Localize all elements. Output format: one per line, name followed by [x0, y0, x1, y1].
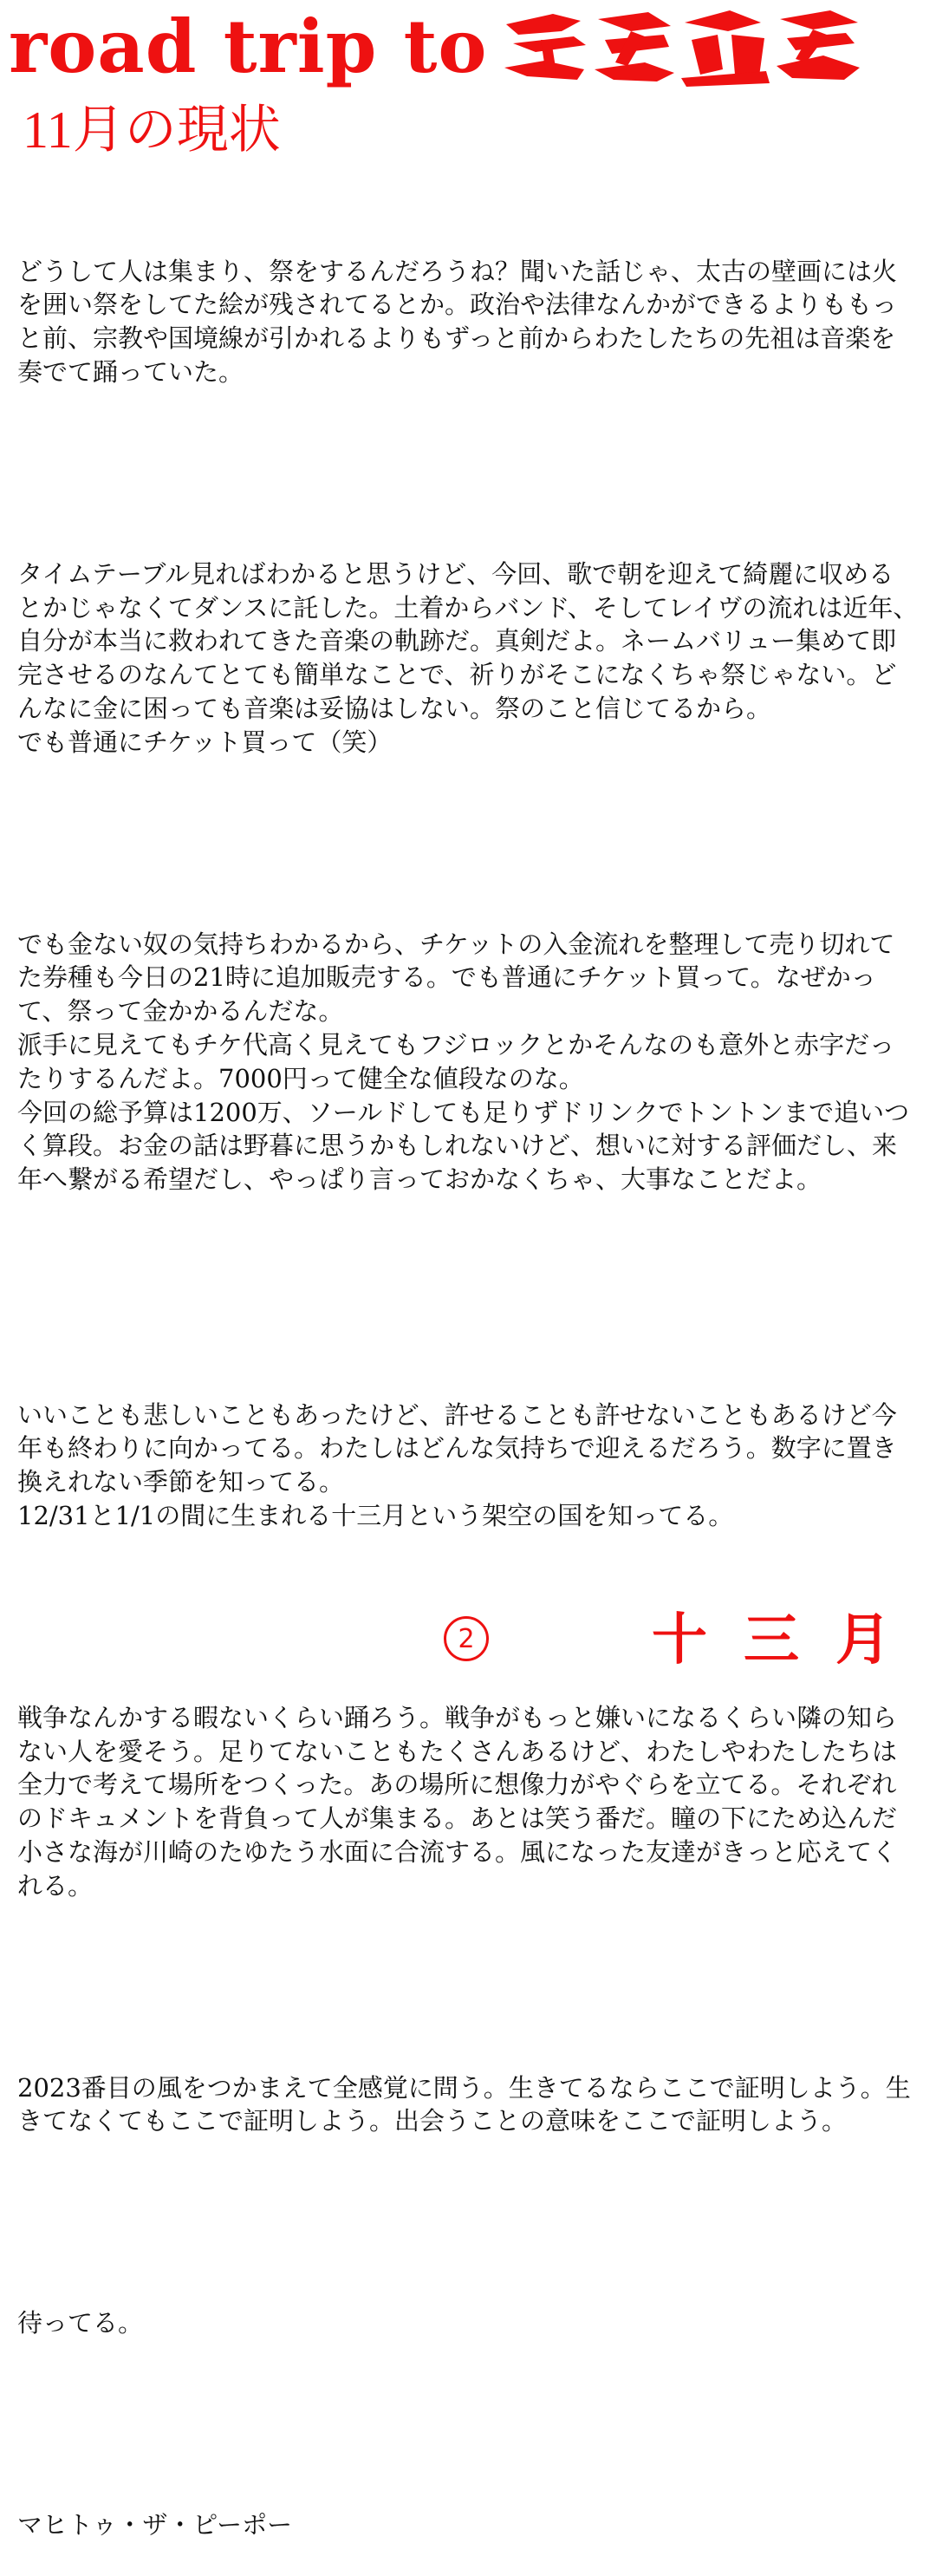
paragraph-gap — [17, 1264, 919, 1332]
signature: マヒトゥ・ザ・ピーポー — [17, 2509, 293, 2540]
paragraph-gap — [17, 456, 919, 490]
paragraph-4: いいことも悲しいこともあったけど、許せることも許せないこともあるけど今年も終わりに向かってる。わたしはどんな気持ちで迎えるだろう。数字に置き換えれない季節を知ってる。 12/31と1/1の間に生まれる十三月という架空の国を知ってる。 — [17, 1399, 897, 1531]
page-number: 2 — [444, 1616, 489, 1661]
paragraph-3: でも金ない奴の気持ちわかるから、チケットの入金流れを整理して売り切れてた券種も今日の21時に追加販売する。でも普通にチケット買って。なぜかって、祭って金かかるんだな。 派手に見えてもチケ代高く見えてもフジロックとかそんなのも意外と赤字だったりするんだよ。7000円って健全な値段なのな。 今回の総予算は1200万、ソールドしても足りずドリンクでトントンまで追いつく算段。お金の話は野暮に思うかもしれないけど、想いに対する評価だし、来年へ繋がる希望だし、やっぱり言っておかなくちゃ、大事なことだよ。 — [17, 929, 910, 1195]
paragraph-gap — [17, 826, 919, 860]
paragraph-1: どうして人は集まり、祭をするんだろうね？聞いた話じゃ、太古の壁画には火を囲い祭をしてた絵が残されてるとか。政治や法律なんかができるよりももっと前、宗教や国境線が引かれるよりもずっと前からわたしたちの先祖は音楽を奏でて踊っていた。 — [17, 256, 898, 387]
letter-body — [17, 187, 919, 2576]
footer-logo: 十三月 — [652, 1608, 927, 1673]
paragraph-5: 戦争なんかする暇ないくらい踊ろう。戦争がもっと嫌いになるくらい隣の知らない人を愛そう。足りてないこともたくさんあるけど、わたしやわたしたちは全力で考えて場所をつくった。あの場所に想像力がやぐらを立てる。それぞれのドキュメントを背負って人が集まる。あとは笑う番だ。瞳の下にため込んだ小さな海が川崎のたゆたう水面に合流する。風になった友達がきっと応えてくれる。 — [17, 1702, 898, 1901]
page-title: road trip to — [9, 3, 488, 89]
paragraph-gap — [17, 1970, 919, 2004]
title-row — [9, 0, 927, 94]
paragraph-7: 待ってる。 — [17, 2308, 144, 2338]
paragraph-6: 2023番目の風をつかまえて全感覚に問う。生きてるならここで証明しよう。生きてなくてもここで証明しよう。出会うことの意味をここで証明しよう。 — [17, 2072, 911, 2136]
paragraph-gap — [17, 2206, 919, 2240]
section-subtitle: 11月の現状 — [23, 101, 281, 159]
header — [9, 0, 927, 159]
blackletter-logo-image — [501, 5, 865, 88]
paragraph-gap — [17, 2408, 919, 2442]
paragraph-2: タイムテーブル見ればわかると思うけど、今回、歌で朝を迎えて綺麗に収めるとかじゃなくてダンスに託した。土着からバンド、そしてレイヴの流れは近年、自分が本当に救われてきた音楽の軌跡だ。真剣だよ。ネームバリュー集めて即完させるのなんてとても簡単なことで、祈りがそこになくちゃ祭じゃない。どんなに金に困っても音楽は妥協はしない。祭のこと信じてるから。 でも普通にチケット買って（笑） — [17, 558, 919, 757]
